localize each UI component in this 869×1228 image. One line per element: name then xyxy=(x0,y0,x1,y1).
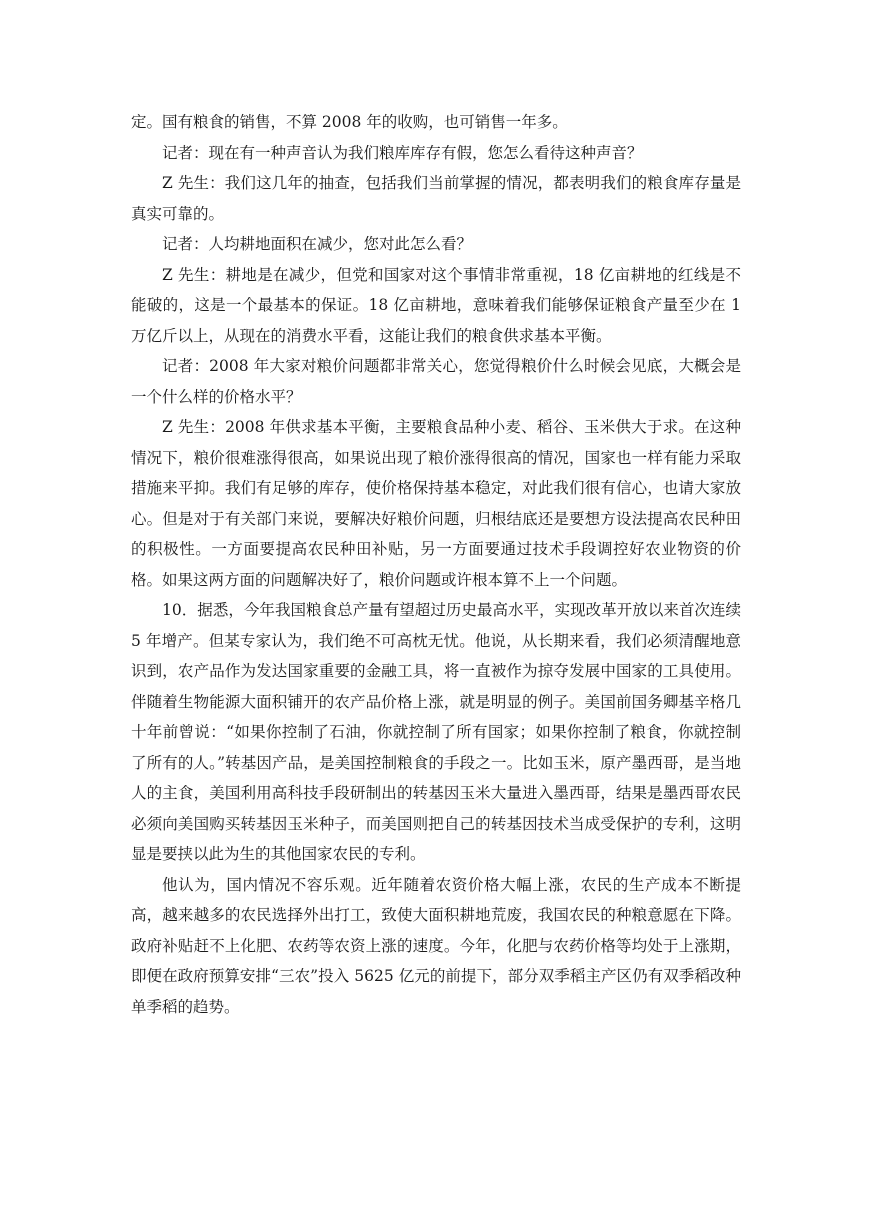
paragraph-answer-land: Z 先生：耕地是在减少，但党和国家对这个事情非常重视，18 亿亩耕地的红线是不能破的，这是一个最基本的保证。18 亿亩耕地，意味着我们能够保证粮食产量至少在 1 万亿斤以上，从现在的消费水平看，这能让我们的粮食供求基本平衡。 xyxy=(131,265,741,345)
paragraph-item-10: 10．据悉，今年我国粮食总产量有望超过历史最高水平，实现改革开放以来首次连续 5 年增产。但某专家认为，我们绝不可高枕无忧。他说，从长期来看，我们必须清醒地意识到，农产品作为发达国家重要的金融工具，将一直被作为掠夺发展中国家的工具使用。伴随着生物能源大面积铺开的农产品价格上涨，就是明显的例子。美国前国务卿基辛格几十年前曾说：“如果你控制了石油，你就控制了所有国家；如果你控制了粮食，你就控制了所有的人。”转基因产品，是美国控制粮食的手段之一。比如玉米，原产墨西哥，是当地人的主食，美国利用高科技手段研制出的转基因玉米大量进入墨西哥，结果是墨西哥农民必须向美国购买转基因玉米种子，而美国则把自己的转基因技术当成受保护的专利，这明显是要挟以此为生的其他国家农民的专利。 xyxy=(131,601,741,863)
paragraph-answer-stock: Z 先生：我们这几年的抽查，包括我们当前掌握的情况，都表明我们的粮食库存量是真实可靠的。 xyxy=(131,174,741,223)
paragraph-reporter-question-price: 记者：2008 年大家对粮价问题都非常关心，您觉得粮价什么时候会见底，大概会是一个什么样的价格水平？ xyxy=(131,357,741,406)
paragraph-reporter-question-land: 记者：人均耕地面积在减少，您对此怎么看？ xyxy=(162,235,473,253)
paragraph-answer-price: Z 先生：2008 年供求基本平衡，主要粮食品种小麦、稻谷、玉米供大于求。在这种情况下，粮价很难涨得很高，如果说出现了粮价涨得很高的情况，国家也一样有能力采取措施来平抑。我们有足够的库存，使价格保持基本稳定，对此我们很有信心，也请大家放心。但是对于有关部门来说，要解决好粮价问题，归根结底还是要想方设法提高农民种田的积极性。一方面要提高农民种田补贴，另一方面要通过技术手段调控好农业物资的价格。如果这两方面的问题解决好了，粮价问题或许根本算不上一个问题。 xyxy=(131,418,741,589)
document-body xyxy=(131,107,741,1022)
paragraph-reporter-question-stock: 记者：现在有一种声音认为我们粮库库存有假，您怎么看待这种声音？ xyxy=(162,143,643,162)
paragraph-domestic-situation: 他认为，国内情况不容乐观。近年随着农资价格大幅上涨，农民的生产成本不断提高，越来越多的农民选择外出打工，致使大面积耕地荒废，我国农民的种粮意愿在下降。政府补贴赶不上化肥、农药等农资上涨的速度。今年，化肥与农药价格等均处于上涨期，即便在政府预算安排“三农”投入 5625 亿元的前提下，部分双季稻主产区仍有双季稻改种单季稻的趋势。 xyxy=(131,875,741,1016)
paragraph-continuation: 定。国有粮食的销售，不算 2008 年的收购，也可销售一年多。 xyxy=(131,113,568,131)
